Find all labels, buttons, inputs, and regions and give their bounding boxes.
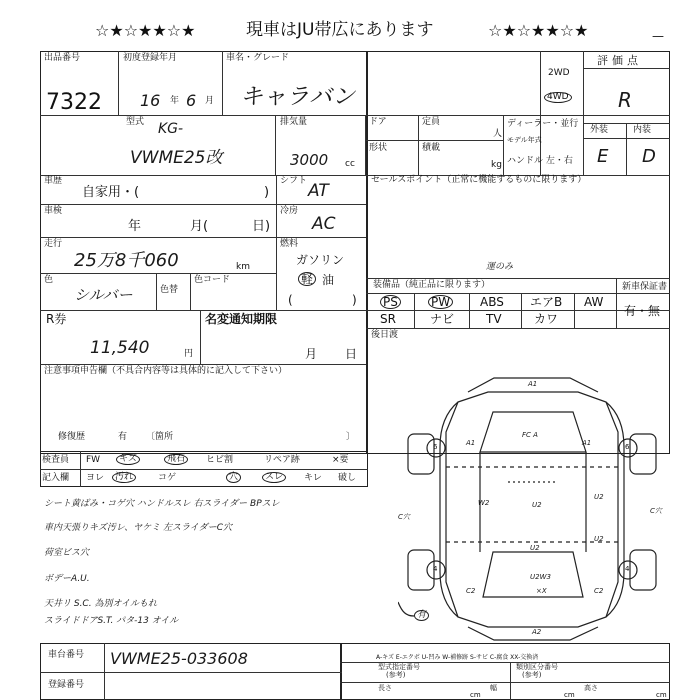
- diag-label-u2-center: U2: [532, 501, 542, 509]
- diag-label-6-left: 6: [433, 443, 438, 451]
- insp-repair: リペア跡: [264, 455, 300, 465]
- fuel-light: 軽: [298, 272, 316, 286]
- color-change-label: 色替: [160, 285, 179, 295]
- first-reg-label: 初度登録年月: [123, 53, 178, 63]
- note-line-6: スライドドアS.T. パタ-13 オイル: [44, 616, 179, 626]
- equipment-label: 装備品（純正品に限ります）: [373, 280, 491, 290]
- model-value: KG-: [158, 121, 184, 137]
- interior-label: 内装: [633, 125, 652, 135]
- usage-close: ): [264, 185, 270, 200]
- dim-height: 高さ: [584, 684, 598, 692]
- diag-label-u2-right: U2: [594, 493, 604, 501]
- insp-fw: FW: [86, 455, 101, 465]
- class-number-ref: (参考): [522, 671, 542, 679]
- first-reg-month: 6: [186, 91, 197, 110]
- insp-tear: 破し: [338, 473, 357, 483]
- warranty-value: 有・無: [624, 304, 661, 318]
- sales-point-label: セールスポイント（正常に機能するものに限ります）: [371, 175, 587, 185]
- equip-abs: ABS: [480, 295, 504, 309]
- diag-label-u2-right-2: U2: [594, 535, 604, 543]
- recycle-unit: 円: [184, 349, 194, 359]
- equip-airbag: エアB: [530, 295, 563, 309]
- fuel-paren-left: (: [288, 293, 293, 307]
- shape-label: 形状: [369, 143, 388, 153]
- diag-label-xx: ×X: [536, 587, 547, 595]
- diag-label-fca: FC A: [522, 431, 538, 439]
- equip-pw: PW: [428, 295, 453, 309]
- shift-label: シフト: [280, 176, 308, 186]
- usage-value: 自家用・(: [82, 185, 140, 200]
- spec-number-ref: (参考): [386, 671, 406, 679]
- model-value-2: VWME25改: [130, 148, 223, 168]
- insp-scratch: キズ: [116, 454, 140, 465]
- mileage-value: 25万8千060: [74, 250, 179, 271]
- diag-label-6-right: 6: [625, 443, 630, 451]
- diag-label-a2: A2: [532, 628, 542, 636]
- color-label: 色: [44, 275, 54, 285]
- insp-hole: 穴: [226, 472, 241, 483]
- diag-label-c-hole-left: C穴: [398, 513, 410, 521]
- model-label: 型式: [126, 117, 145, 127]
- door-label: ドア: [369, 117, 387, 127]
- capacity-unit: 人: [493, 129, 503, 139]
- exterior-value: E: [597, 146, 609, 167]
- equip-ps: PS: [380, 295, 401, 309]
- diag-label-a1-left: A1: [466, 439, 476, 447]
- diag-label-c2-right: C2: [594, 587, 604, 595]
- color-value: シルバー: [74, 286, 133, 304]
- usage-label: 車歴: [44, 176, 63, 186]
- model-year-label: モデル年式: [507, 136, 542, 144]
- warranty-label: 新車保証書: [622, 282, 668, 292]
- inspection-label: 車検: [44, 206, 63, 216]
- rear-seat-label: 後日渡: [371, 330, 399, 340]
- first-reg-year: 16: [140, 91, 161, 110]
- lot-label: 出品番号: [44, 53, 81, 63]
- chassis-label: 車台番号: [48, 650, 85, 660]
- repair-label: 修復歴: [58, 432, 86, 442]
- load-label: 積載: [422, 143, 441, 153]
- note-line-2: 車内天張りキズ汚レ、ヤケミ 左スライダーC穴: [44, 523, 232, 533]
- note-line-5: 天井リ S.C. 為別オイルもれ: [44, 599, 157, 609]
- diag-label-u2w3: U2W3: [530, 573, 551, 581]
- banner-dash: —: [652, 29, 664, 43]
- car-name-value: キャラバン: [240, 84, 355, 110]
- displacement-label: 排気量: [280, 117, 308, 127]
- dim-cm-2: cm: [564, 691, 575, 699]
- diag-label-4-left: 4: [433, 565, 438, 573]
- shift-value: AT: [308, 181, 329, 201]
- equip-sr: SR: [380, 312, 396, 326]
- diag-label-c-hole-right: C穴: [650, 507, 662, 515]
- equip-tv: TV: [486, 312, 502, 326]
- equip-navi: ナビ: [430, 312, 455, 326]
- recycle-value: 11,540: [90, 338, 150, 358]
- name-change-month: 月: [305, 347, 318, 361]
- displacement-unit: cc: [345, 159, 355, 169]
- diag-label-c2-left: C2: [466, 587, 476, 595]
- banner-stars-left: ☆★☆★★☆★: [95, 21, 196, 40]
- handle-label: ハンドル 左・右: [507, 156, 573, 166]
- insp-burn: コゲ: [158, 473, 177, 483]
- stamp-yes: 有: [414, 610, 429, 621]
- lot-number: 7322: [46, 90, 102, 115]
- diag-label-4-right: 4: [625, 565, 630, 573]
- drive-4wd: 4WD: [544, 92, 572, 103]
- inspector-label-2: 記入欄: [42, 473, 70, 483]
- insp-dirt: 汚れ: [112, 472, 136, 483]
- insp-need: ×要: [332, 455, 349, 465]
- recycle-label: R券: [46, 312, 67, 326]
- diag-label-w2: W2: [478, 499, 490, 507]
- aircon-value: AC: [312, 214, 336, 234]
- score-value: R: [618, 88, 632, 112]
- spec-number-label: 型式指定番号: [378, 663, 420, 671]
- aircon-label: 冷房: [280, 206, 299, 216]
- dim-length: 長さ: [378, 684, 392, 692]
- exterior-label: 外装: [590, 125, 609, 135]
- chassis-value: VWME25-033608: [110, 649, 248, 668]
- inspection-day: 日): [252, 219, 271, 234]
- name-change-label: 名変通知期限: [205, 312, 278, 326]
- insp-stone: 飛石: [164, 454, 188, 465]
- color-code-label: 色コード: [194, 275, 231, 285]
- drive-2wd: 2WD: [548, 68, 570, 78]
- dealer-label: ディーラー・並行: [507, 119, 579, 129]
- interior-value: D: [642, 146, 656, 167]
- dim-width: 幅: [490, 684, 497, 692]
- equipment-note: 運のみ: [486, 262, 514, 272]
- note-line-3: 荷室ビス穴: [44, 548, 90, 558]
- repair-value: 有: [118, 432, 128, 442]
- fuel-paren-right: ): [352, 293, 357, 307]
- fuel-gas: ガソリン: [296, 253, 345, 267]
- repair-location-end: 〕: [346, 432, 356, 442]
- inspection-year: 年: [128, 219, 142, 234]
- first-reg-year-unit: 年: [170, 96, 180, 106]
- equip-leather: カワ: [534, 312, 559, 326]
- dim-cm-1: cm: [470, 691, 481, 699]
- fuel-label: 燃料: [280, 239, 299, 249]
- load-unit: kg: [491, 160, 502, 170]
- fuel-oil: 油: [322, 273, 335, 287]
- class-number-label: 類別区分番号: [516, 663, 558, 671]
- banner-stars-right: ☆★☆★★☆★: [488, 21, 589, 40]
- car-name-label: 車名・グレード: [226, 53, 290, 63]
- registration-label: 登録番号: [48, 680, 85, 690]
- inspector-label-1: 検査員: [42, 455, 70, 465]
- capacity-label: 定員: [422, 117, 441, 127]
- insp-crack: ヒビ割: [206, 455, 234, 465]
- damage-legend: A-キズ E-エクボ U-凹み W-補修跡 S-サビ C-腐食 XX-交換済: [376, 654, 539, 661]
- insp-rub: スレ: [262, 472, 286, 483]
- dim-cm-3: cm: [656, 691, 667, 699]
- mileage-unit: km: [236, 262, 250, 272]
- repair-location: 〔箇所: [146, 432, 174, 442]
- diag-label-a1-right: A1: [582, 439, 592, 447]
- diag-label-a1-top: A1: [528, 380, 538, 388]
- first-reg-month-unit: 月: [205, 96, 215, 106]
- notes-label: 注意事項申告欄（不具合内容等は具体的に記入して下さい）: [44, 366, 288, 376]
- banner-text: 現車はJU帯広にあります: [246, 20, 434, 40]
- insp-cut: キレ: [304, 473, 322, 483]
- diag-label-u2-rear: U2: [530, 544, 540, 552]
- note-line-1: シート黄ばみ・コゲ穴 ハンドルスレ 右スライダー BPスレ: [44, 499, 280, 509]
- score-label: 評価点: [597, 54, 642, 67]
- equip-aw: AW: [584, 295, 604, 309]
- insp-wrinkle: ヨレ: [86, 473, 105, 483]
- displacement-value: 3000: [290, 151, 329, 169]
- note-line-4: ボデーA.U.: [44, 574, 90, 584]
- inspection-month: 月(: [190, 219, 209, 234]
- name-change-day: 日: [345, 347, 358, 361]
- mileage-label: 走行: [44, 239, 63, 249]
